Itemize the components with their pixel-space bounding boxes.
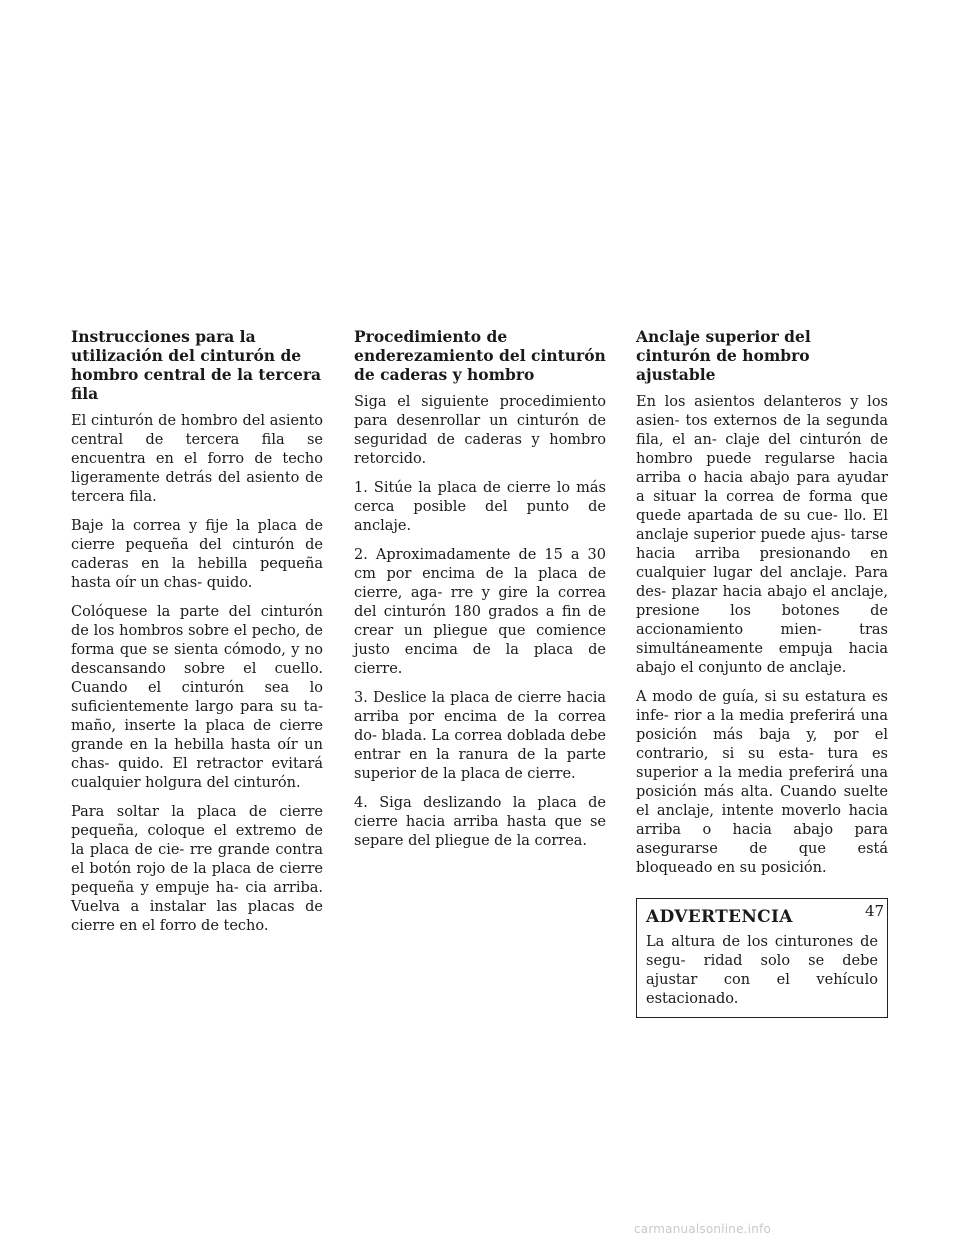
step-3: 3. Deslice la placa de cierre hacia arriba por encima de la correa do- blada. La correa doblada debe entrar en la ranura de la parte superior de la placa de cierre. (354, 690, 606, 782)
paragraph: A modo de guía, si su estatura es infe- rior a la media preferirá una posición más baja y, por el contrario, si su esta- tura es superior a la media preferirá una posición más alta. Cuando suelte el anclaje, intente moverlo hacia arriba o hacia abajo para asegurarse de que está bloqueado en su posición. (636, 689, 888, 876)
column-left (71, 327, 323, 946)
paragraph: En los asientos delanteros y los asien- tos externos de la segunda fila, el an- claje del cinturón de hombro puede regularse hacia arriba o hacia abajo para ayudar a situar la correa de forma que quede apartada de su cue- llo. El anclaje superior puede ajus- tarse hacia arriba presionando en cualquier lugar del anclaje. Para des- plazar hacia abajo el anclaje, presione los botones de accionamiento mien- tras simultáneamente empuja hacia abajo el conjunto de anclaje. (636, 394, 888, 676)
section-heading: Instrucciones para la utilización del cinturón de hombro central de la tercera fila (71, 327, 322, 403)
warning-box (636, 898, 888, 1018)
paragraph: Siga el siguiente procedimiento para desenrollar un cinturón de seguridad de caderas y hombro retorcido. (354, 394, 606, 467)
step-2: 2. Aproximadamente de 15 a 30 cm por encima de la placa de cierre, aga- rre y gire la correa del cinturón 180 grados a fin de crear un pliegue que comience justo encima de la placa de cierre. (354, 547, 606, 677)
step-1: 1. Sitúe la placa de cierre lo más cerca posible del punto de anclaje. (354, 480, 606, 534)
watermark: carmanualsonline.info (634, 1222, 771, 1236)
section-heading: Procedimiento de enderezamiento del cinturón de caderas y hombro (354, 327, 606, 384)
paragraph: Para soltar la placa de cierre pequeña, coloque el extremo de la placa de cie- rre grande contra el botón rojo de la placa de cierre pequeña y empuje ha- cia arriba. Vuelva a instalar las placas de cierre en el forro de techo. (71, 804, 323, 934)
column-right (636, 327, 888, 1018)
page-number: 47 (865, 902, 885, 920)
paragraph: El cinturón de hombro del asiento central de tercera fila se encuentra en el forro de techo ligeramente detrás del asiento de tercera fila. (71, 413, 323, 505)
column-middle (354, 327, 606, 861)
warning-title: ADVERTENCIA (646, 907, 793, 927)
warning-text: La altura de los cinturones de segu- ridad solo se debe ajustar con el vehículo estacionado. (646, 934, 878, 1007)
section-heading: Anclaje superior del cinturón de hombro ajustable (636, 327, 811, 384)
paragraph: Colóquese la parte del cinturón de los hombros sobre el pecho, de forma que se sienta cómodo, y no descansando sobre el cuello. Cuando el cinturón sea lo suficientemente largo para su ta- maño, inserte la placa de cierre grande en la hebilla hasta oír un chas- quido. El retractor evitará cualquier holgura del cinturón. (71, 604, 323, 791)
step-4: 4. Siga deslizando la placa de cierre hacia arriba hasta que se separe del pliegue de la correa. (354, 795, 606, 849)
paragraph: Baje la correa y fije la placa de cierre pequeña del cinturón de caderas en la hebilla pequeña hasta oír un chas- quido. (71, 518, 323, 591)
